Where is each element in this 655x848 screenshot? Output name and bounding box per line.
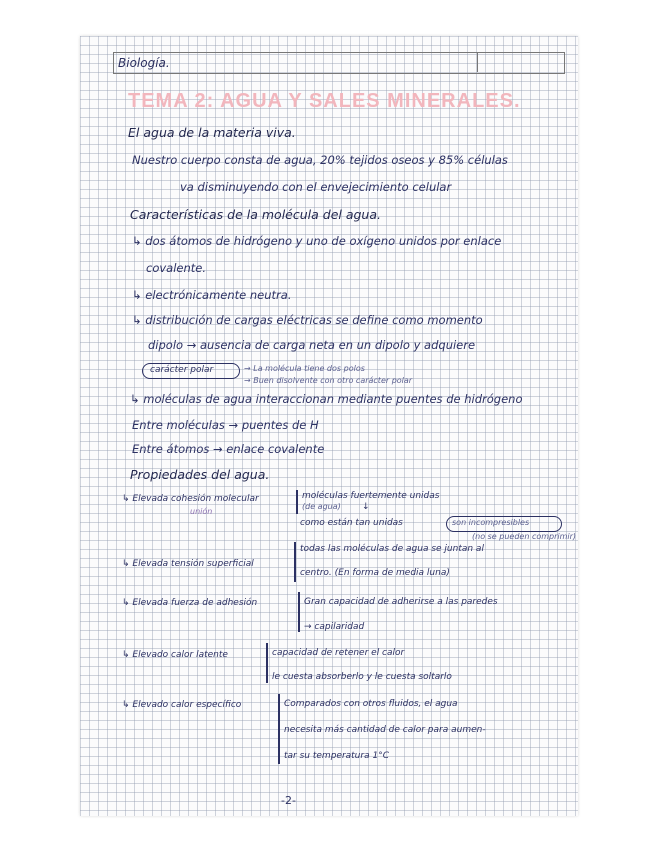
- property-detail: como están tan unidas: [300, 518, 403, 528]
- brace: [298, 592, 300, 632]
- property-detail: capacidad de retener el calor: [272, 648, 405, 658]
- property-detail: tar su temperatura 1°C: [284, 751, 389, 761]
- note-line: Nuestro cuerpo consta de agua, 20% tejidos oseos y 85% células: [132, 153, 508, 167]
- property-label: ↳ Elevado calor latente: [122, 650, 228, 660]
- side-note: → La molécula tiene dos polos: [244, 364, 365, 373]
- property-label: ↳ Elevada fuerza de adhesión: [122, 598, 258, 608]
- property-label: ↳ Elevada tensión superficial: [122, 559, 254, 569]
- property-detail: Gran capacidad de adherirse a las paredes: [304, 597, 498, 607]
- bullet-line: covalente.: [146, 261, 207, 275]
- brace: [278, 694, 280, 764]
- page-title: TEMA 2: AGUA Y SALES MINERALES.: [128, 90, 521, 112]
- property-label: ↳ Elevado calor específico: [122, 700, 242, 710]
- brace: [294, 542, 296, 582]
- bullet-line: ↳ distribución de cargas eléctricas se define como momento: [132, 313, 483, 327]
- subject-label: Biología.: [118, 56, 170, 70]
- note-line: Entre moléculas → puentes de H: [132, 418, 319, 432]
- property-detail: todas las moléculas de agua se juntan al: [300, 544, 484, 554]
- side-note: → Buen disolvente con otro carácter polar: [244, 376, 413, 385]
- brace: [266, 643, 268, 683]
- oval-text: carácter polar: [150, 365, 214, 375]
- bullet-line: ↳ dos átomos de hidrógeno y uno de oxígeno unidos por enlace: [132, 234, 502, 248]
- bullet-line: dipolo → ausencia de carga neta en un dipolo y adquiere: [148, 338, 476, 352]
- side-note: (no se pueden comprimir): [472, 532, 577, 541]
- section-heading-caracteristicas: Características de la molécula del agua.: [130, 207, 381, 222]
- brace: [296, 490, 298, 514]
- property-sublabel: unión: [190, 507, 213, 516]
- property-detail: necesita más cantidad de calor para aumen-: [284, 725, 486, 735]
- note-line: Entre átomos → enlace covalente: [132, 442, 325, 456]
- section-heading-propiedades: Propiedades del agua.: [130, 467, 270, 482]
- bullet-line: ↳ electrónicamente neutra.: [132, 288, 292, 302]
- property-detail: Comparados con otros fluidos, el agua: [284, 699, 458, 709]
- property-detail: centro. (En forma de media luna): [300, 568, 450, 578]
- oval-text: son incompresibles: [452, 518, 530, 527]
- bullet-line: ↳ moléculas de agua interaccionan mediante puentes de hidrógeno: [130, 392, 523, 406]
- arrow-down-icon: ↓: [362, 502, 370, 512]
- property-detail: moléculas fuertemente unidas: [302, 491, 440, 501]
- header-box: [113, 52, 565, 74]
- section-heading-agua-materia-viva: El agua de la materia viva.: [128, 125, 296, 140]
- note-line: va disminuyendo con el envejecimiento celular: [180, 180, 452, 194]
- property-label: ↳ Elevada cohesión molecular: [122, 494, 259, 504]
- header-divider: [477, 52, 478, 72]
- property-detail: (de agua): [302, 502, 341, 511]
- property-detail: le cuesta absorberlo y le cuesta soltarlo: [272, 672, 452, 682]
- property-detail: → capilaridad: [304, 622, 365, 632]
- page-number: -2-: [281, 794, 296, 807]
